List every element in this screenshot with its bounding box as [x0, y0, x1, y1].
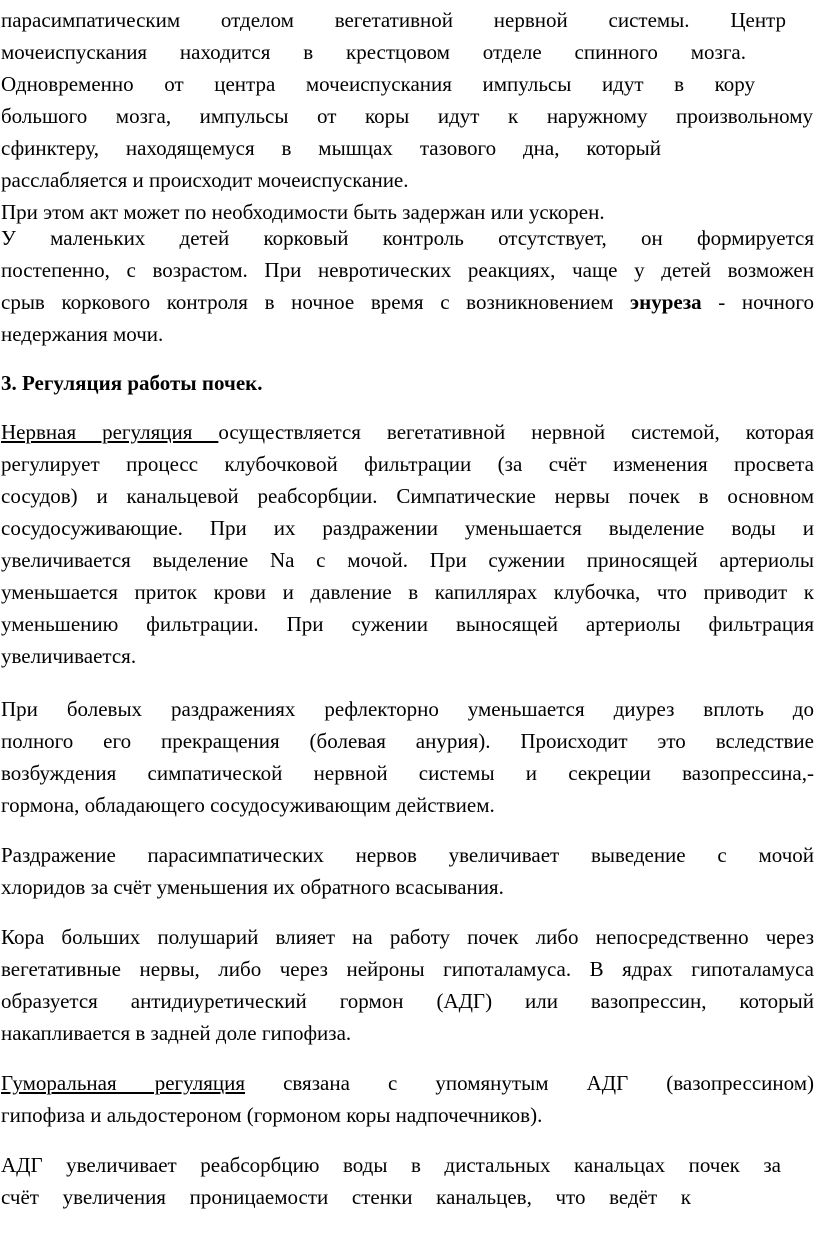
text-line: возбуждения симпатической нервной системы и секреции вазопрессина,-: [1, 761, 814, 785]
text-line: регулирует процесс клубочковой фильтрации (за счёт изменения просвета: [1, 452, 814, 476]
text-line: мочеиспускания находится в крестцовом отделе спинного мозга.: [1, 40, 746, 64]
text-line: образуется антидиуретический гормон (АДГ) или вазопрессин, который: [1, 989, 814, 1013]
text-line: сфинктеру, находящемуся в мышцах тазового дна, который: [1, 136, 661, 160]
text-line: [1, 1067, 814, 1099]
paragraph-adh: [1, 1149, 816, 1213]
text-line: постепенно, с возрастом. При невротических реакциях, чаще у детей возможен: [1, 258, 814, 282]
text-line: Раздражение парасимпатических нервов увеличивает выведение с мочой: [1, 843, 814, 867]
text-line: Кора больших полушарий влияет на работу почек либо непосредственно через: [1, 925, 814, 949]
text-line: сосудов) и канальцевой реабсорбции. Симпатические нервы почек в основном: [1, 484, 814, 508]
text-line: При этом акт может по необходимости быть задержан или ускорен.: [1, 200, 605, 224]
paragraph-pain-anuria: [1, 693, 816, 821]
paragraph-humoral-regulation: [1, 1067, 816, 1131]
paragraph-cortex: [1, 921, 816, 1049]
text-line: накапливается в задней доле гипофиза.: [1, 1021, 352, 1045]
text-line: Одновременно от центра мочеиспускания импульсы идут в кору: [1, 72, 755, 96]
text-line: При болевых раздражениях рефлекторно уменьшается диурез вплоть до: [1, 697, 814, 721]
term-enuresis: энуреза: [630, 290, 702, 314]
text-line: счёт увеличения проницаемости стенки канальцев, что ведёт к: [1, 1185, 691, 1209]
text-line: гормона, обладающего сосудосуживающим действием.: [1, 793, 495, 817]
text-line: увеличивается выделение Na с мочой. При сужении приносящей артериолы: [1, 548, 814, 572]
text-line: полного его прекращения (болевая анурия). Происходит это вследствие: [1, 729, 814, 753]
paragraph-urination-center: [1, 4, 816, 196]
text-run: - ночного: [701, 290, 815, 314]
text-line: вегетативные нервы, либо через нейроны гипоталамуса. В ядрах гипоталамуса: [1, 957, 814, 981]
text-line: увеличивается.: [1, 644, 137, 668]
paragraph-parasympathetic: [1, 839, 816, 903]
text-line: расслабляется и происходит мочеиспускание.: [1, 168, 409, 192]
paragraph-nervous-regulation: [1, 416, 816, 672]
text-line: уменьшению фильтрации. При сужении выносящей артериолы фильтрация: [1, 612, 814, 636]
text-line: [1, 286, 814, 318]
heading-kidney-regulation: 3. Регуляция работы почек.: [1, 371, 263, 395]
text-run: связана с упомянутым АДГ (вазопрессином): [245, 1071, 814, 1095]
text-line: хлоридов за счёт уменьшения их обратного всасывания.: [1, 875, 504, 899]
text-line: гипофиза и альдостероном (гормоном коры надпочечников).: [1, 1103, 543, 1127]
text-line: парасимпатическим отделом вегетативной нервной системы. Центр: [1, 8, 786, 32]
text-line: сосудосуживающие. При их раздражении уменьшается выделение воды и: [1, 516, 814, 540]
text-line: АДГ увеличивает реабсорбцию воды в дистальных канальцах почек за: [1, 1153, 781, 1177]
text-line: большого мозга, импульсы от коры идут к наружному произвольному: [1, 104, 813, 128]
text-line: недержания мочи.: [1, 322, 164, 346]
section-heading: [1, 367, 816, 399]
text-line: У маленьких детей корковый контроль отсутствует, он формируется: [1, 226, 814, 250]
term-humoral-regulation: Гуморальная регуляция: [1, 1071, 246, 1095]
text-line: [1, 416, 814, 448]
term-nervous-regulation: Нервная регуляция: [1, 420, 219, 444]
text-line: уменьшается приток крови и давление в капиллярах клубочка, что приводит к: [1, 580, 814, 604]
text-run: срыв коркового контроля в ночное время с возникновением: [1, 290, 631, 314]
paragraph-children-control: [1, 222, 816, 350]
text-run: осуществляется вегетативной нервной системой, которая: [218, 420, 814, 444]
